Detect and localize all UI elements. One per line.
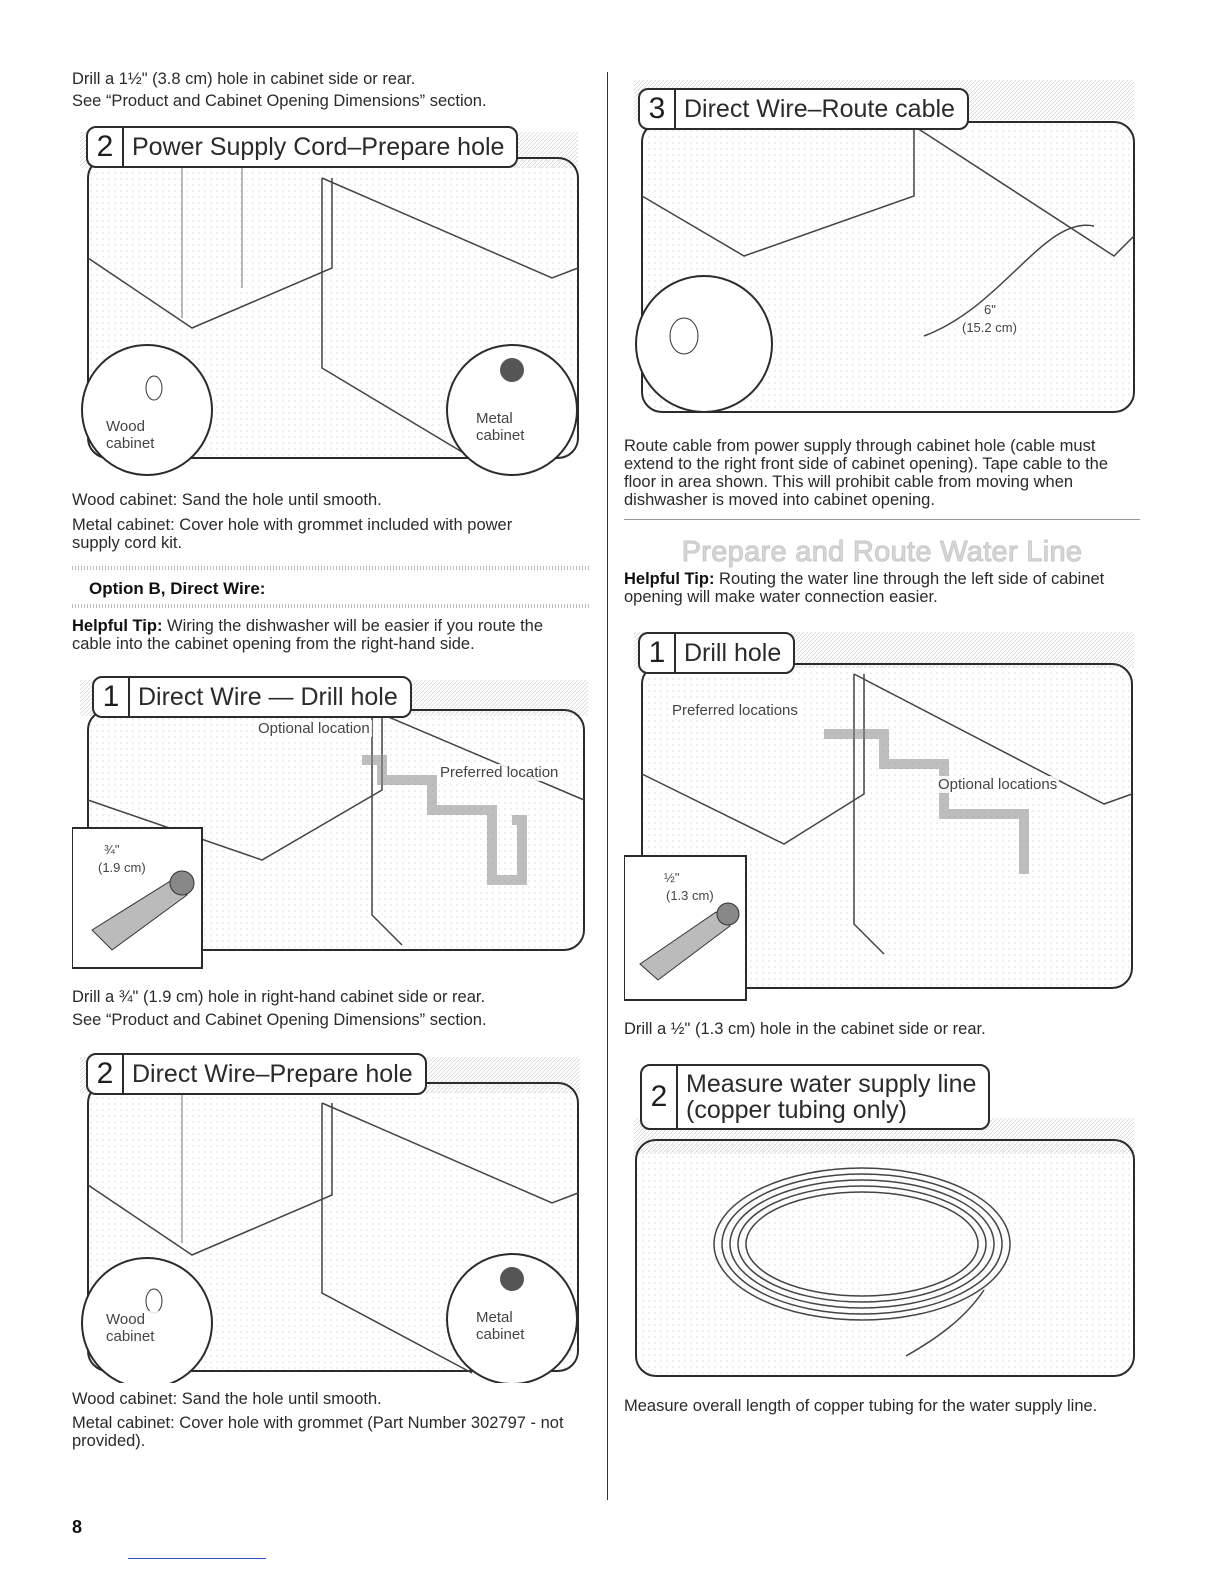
after-fig2-line-2: See “Product and Cabinet Opening Dimensions” section. bbox=[72, 1011, 487, 1029]
footer-line bbox=[128, 1558, 266, 1559]
step-title bbox=[678, 1066, 988, 1128]
step-number: 1 bbox=[94, 678, 130, 716]
label-hole-size: ¾" bbox=[104, 842, 120, 857]
after-fig1-line-1: Wood cabinet: Sand the hole until smooth. bbox=[72, 491, 382, 509]
label-hole-size-cm: (1.9 cm) bbox=[98, 860, 146, 875]
intro-line-1: Drill a 1½" (3.8 cm) hole in cabinet side or rear. bbox=[72, 70, 416, 88]
label-metal-cabinet: Metal cabinet bbox=[474, 1309, 550, 1343]
after-fig4-text: Route cable from power supply through cabinet hole (cable must extend to the right front side of cabinet opening). Tape cable to the floor in area shown. This will prohibit cable from moving when dishwasher is moved into cabinet opening. bbox=[624, 437, 1109, 509]
rule-bottom bbox=[72, 604, 589, 608]
label-preferred-locations: Preferred locations bbox=[672, 702, 798, 719]
step-number: 3 bbox=[640, 90, 676, 128]
figure-measure-water-line bbox=[624, 1060, 1140, 1382]
step-header bbox=[640, 1064, 990, 1130]
step-number: 2 bbox=[88, 128, 124, 166]
figure-direct-wire-drill-hole bbox=[72, 670, 592, 972]
label-length: 6" bbox=[984, 302, 996, 317]
option-b-heading bbox=[72, 571, 589, 605]
page-number: 8 bbox=[72, 1517, 83, 1537]
step-title: Direct Wire — Drill hole bbox=[138, 682, 398, 711]
label-length-cm: (15.2 cm) bbox=[962, 320, 1017, 335]
right-helpful-tip bbox=[624, 570, 1140, 606]
column-divider bbox=[607, 72, 608, 1500]
step-title: Power Supply Cord–Prepare hole bbox=[132, 132, 505, 161]
step-number: 1 bbox=[640, 634, 676, 672]
figure-direct-wire-route-cable bbox=[624, 76, 1140, 416]
step-number: 2 bbox=[88, 1055, 124, 1093]
figure-direct-wire-prepare-hole bbox=[72, 1043, 592, 1383]
figure-power-supply-prepare-hole bbox=[72, 118, 592, 476]
tip-label: Helpful Tip: bbox=[72, 617, 163, 635]
rule-top bbox=[72, 566, 589, 570]
label-hole-size-cm: (1.3 cm) bbox=[666, 888, 714, 903]
step-title: Direct Wire–Prepare hole bbox=[132, 1059, 413, 1088]
option-b-label: Option B, Direct Wire: bbox=[89, 579, 266, 598]
step-header bbox=[86, 1053, 427, 1095]
step-title-line-1: Measure water supply line bbox=[686, 1070, 977, 1098]
step-header bbox=[86, 126, 518, 168]
after-fig6-text: Measure overall length of copper tubing for the water supply line. bbox=[624, 1397, 1098, 1415]
section-rule bbox=[624, 519, 1140, 520]
label-wood-cabinet: Wood cabinet bbox=[104, 418, 178, 452]
label-wood-cabinet: Wood cabinet bbox=[104, 1311, 178, 1345]
step-title-line-2: (copper tubing only) bbox=[686, 1096, 907, 1124]
left-helpful-tip bbox=[72, 617, 582, 653]
label-optional-location: Optional location bbox=[258, 720, 370, 737]
step-title: Direct Wire–Route cable bbox=[684, 94, 955, 123]
label-preferred-location: Preferred location bbox=[440, 764, 559, 781]
after-fig3-line-1: Wood cabinet: Sand the hole until smooth. bbox=[72, 1390, 382, 1408]
step-title: Drill hole bbox=[684, 638, 782, 667]
step-number: 2 bbox=[642, 1066, 678, 1128]
label-optional-locations: Optional locations bbox=[938, 776, 1058, 793]
step-header bbox=[638, 88, 969, 130]
tip-text: Wiring the dishwasher will be easier if you route the cable into the cabinet opening from the right-hand side. bbox=[72, 617, 544, 653]
step-header bbox=[92, 676, 412, 718]
label-hole-size: ½" bbox=[664, 870, 680, 885]
intro-line-2: See “Product and Cabinet Opening Dimensions” section. bbox=[72, 92, 487, 110]
tip-text: Routing the water line through the left side of cabinet opening will make water connection easier. bbox=[624, 570, 1105, 606]
step-header bbox=[638, 632, 795, 674]
after-fig1-line-2: Metal cabinet: Cover hole with grommet included with power supply cord kit. bbox=[72, 516, 513, 552]
tip-label: Helpful Tip: bbox=[624, 570, 715, 588]
illustration-drill bbox=[624, 624, 1140, 1004]
label-metal-cabinet: Metal cabinet bbox=[474, 410, 550, 444]
after-fig2-line-1: Drill a ¾" (1.9 cm) hole in right-hand cabinet side or rear. bbox=[72, 988, 486, 1006]
after-fig5-text: Drill a ½" (1.3 cm) hole in the cabinet side or rear. bbox=[624, 1020, 986, 1038]
figure-drill-hole-water bbox=[624, 624, 1140, 1004]
after-fig3-line-2: Metal cabinet: Cover hole with grommet (Part Number 302797 - not provided). bbox=[72, 1414, 564, 1450]
section-title: Prepare and Route Water Line bbox=[681, 536, 1083, 568]
